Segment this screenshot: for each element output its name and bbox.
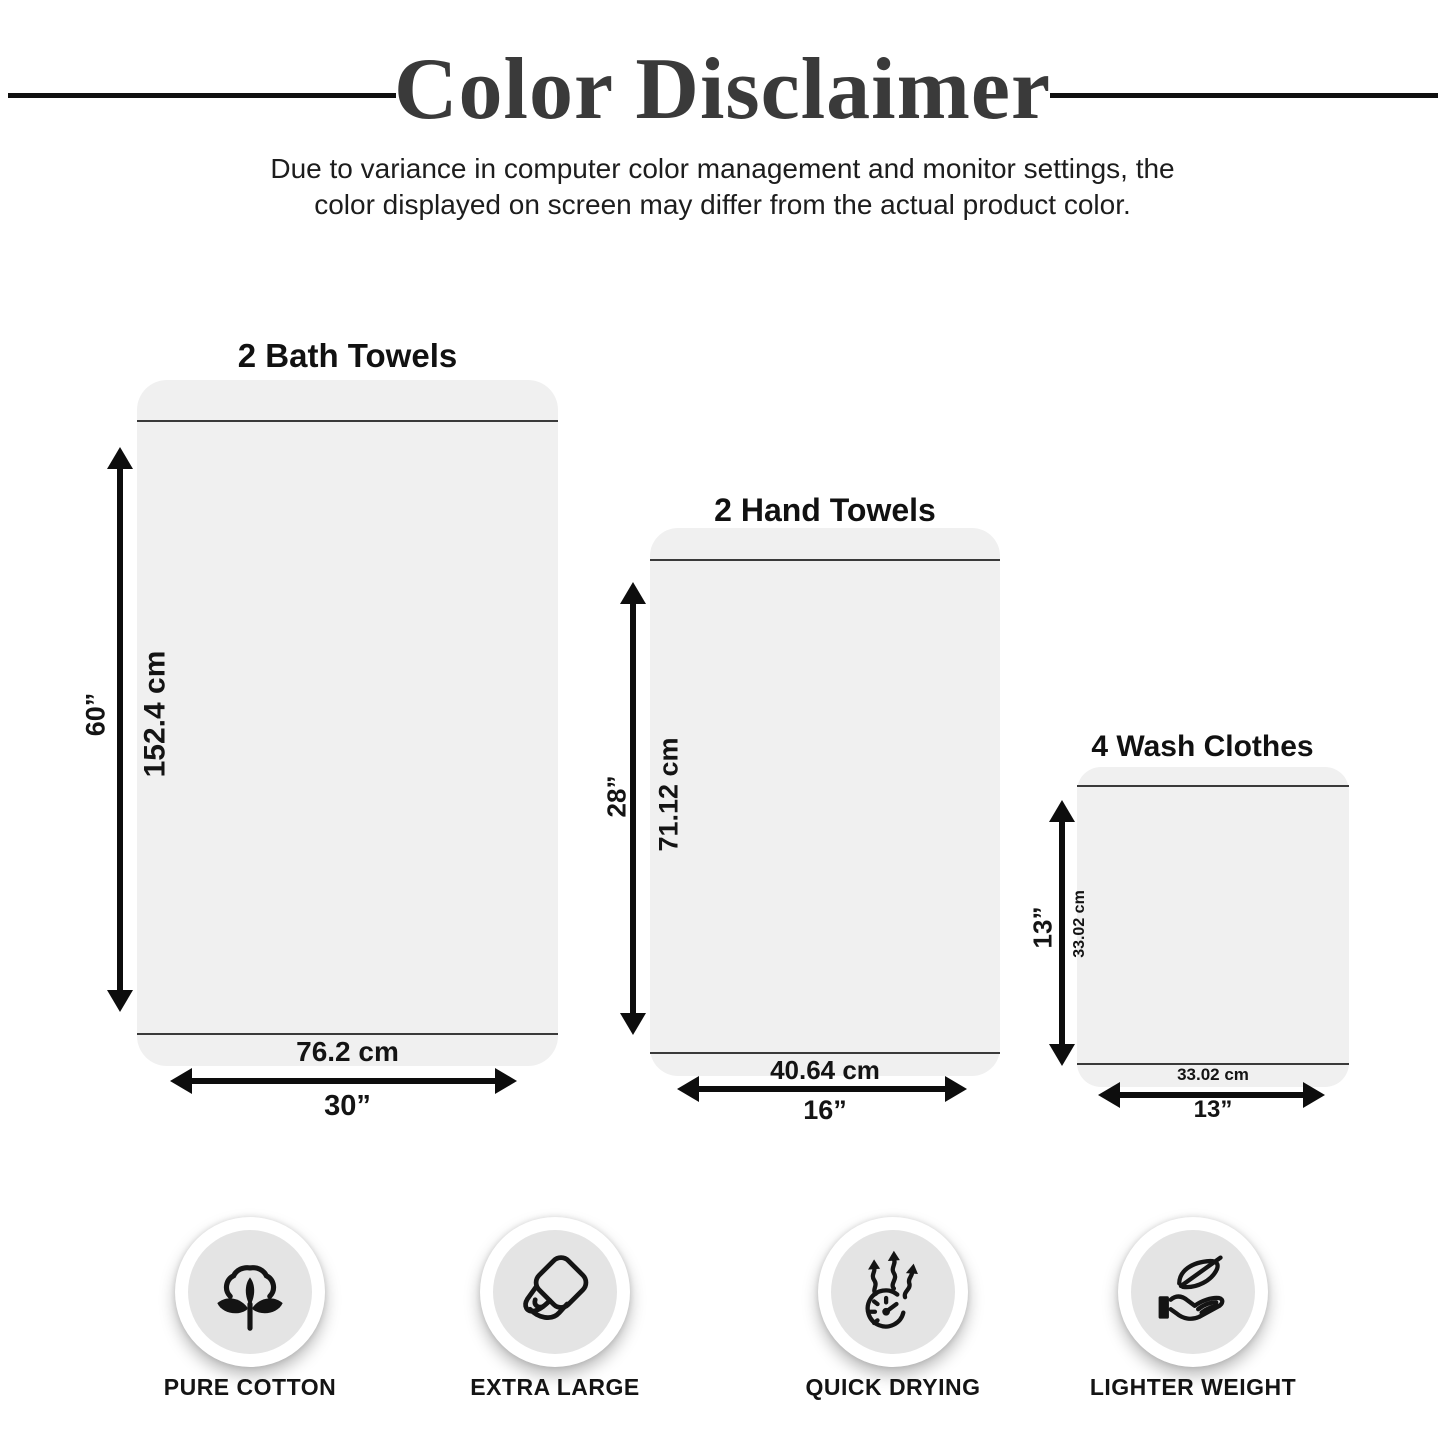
bath-towel-title: 2 Bath Towels bbox=[237, 337, 458, 374]
seam-line bbox=[137, 1033, 558, 1035]
bath-towel-shape bbox=[137, 380, 558, 1066]
quick-dry-icon bbox=[850, 1249, 936, 1335]
feature-label-pure-cotton: PURE COTTON bbox=[163, 1374, 337, 1400]
wash-height-inches-label: 13” bbox=[1027, 906, 1058, 949]
feather-hand-icon bbox=[1150, 1249, 1236, 1335]
bath-width-cm-label: 76.2 cm bbox=[296, 1036, 399, 1067]
feature-label-lighter-weight: LIGHTER WEIGHT bbox=[1089, 1374, 1297, 1400]
wash-height-cm-label: 33.02 cm bbox=[1070, 890, 1088, 958]
seam-line bbox=[650, 1052, 1000, 1054]
arrowhead-down-icon bbox=[107, 990, 133, 1012]
bath-height-inches-label: 60” bbox=[80, 692, 111, 737]
seam-line bbox=[650, 559, 1000, 561]
feature-pure-cotton-badge bbox=[175, 1217, 325, 1367]
disclaimer-line-1: Due to variance in computer color management and monitor settings, the bbox=[270, 153, 1175, 184]
folded-towel-icon bbox=[512, 1249, 598, 1335]
arrow-shaft bbox=[117, 459, 123, 1000]
hand-width-inches-label: 16” bbox=[803, 1095, 847, 1125]
hand-height-inches-label: 28” bbox=[601, 775, 632, 818]
bath-height-cm-label: 152.4 cm bbox=[138, 650, 172, 778]
hand-height-cm-label: 71.12 cm bbox=[653, 737, 684, 852]
feature-label-quick-drying: QUICK DRYING bbox=[805, 1374, 981, 1400]
bath-width-inches-label: 30” bbox=[324, 1090, 371, 1122]
wash-width-inches-label: 13” bbox=[1193, 1096, 1233, 1123]
wash-cloth-shape bbox=[1077, 767, 1349, 1087]
arrowhead-down-icon bbox=[1049, 1044, 1075, 1066]
seam-line bbox=[1077, 785, 1349, 787]
wash-cloth-title: 4 Wash Clothes bbox=[1091, 730, 1314, 763]
feature-extra-large-badge bbox=[480, 1217, 630, 1367]
arrow-shaft bbox=[1059, 812, 1065, 1054]
feature-label-extra-large: EXTRA LARGE bbox=[470, 1374, 640, 1400]
feature-lighter-weight-badge bbox=[1118, 1217, 1268, 1367]
disclaimer-text bbox=[0, 151, 1445, 223]
cotton-icon bbox=[207, 1249, 293, 1335]
feature-quick-drying-badge bbox=[818, 1217, 968, 1367]
arrow-shaft bbox=[182, 1078, 505, 1084]
page-title: Color Disclaimer bbox=[393, 41, 1052, 138]
hand-towel-title: 2 Hand Towels bbox=[714, 492, 936, 528]
hand-towel-shape bbox=[650, 528, 1000, 1085]
disclaimer-line-2: color displayed on screen may differ from the actual product color. bbox=[314, 189, 1131, 220]
seam-line bbox=[137, 420, 558, 422]
arrowhead-down-icon bbox=[620, 1013, 646, 1035]
wash-width-cm-label: 33.02 cm bbox=[1177, 1065, 1249, 1084]
hand-width-cm-label: 40.64 cm bbox=[770, 1055, 880, 1085]
arrow-shaft bbox=[689, 1086, 955, 1092]
